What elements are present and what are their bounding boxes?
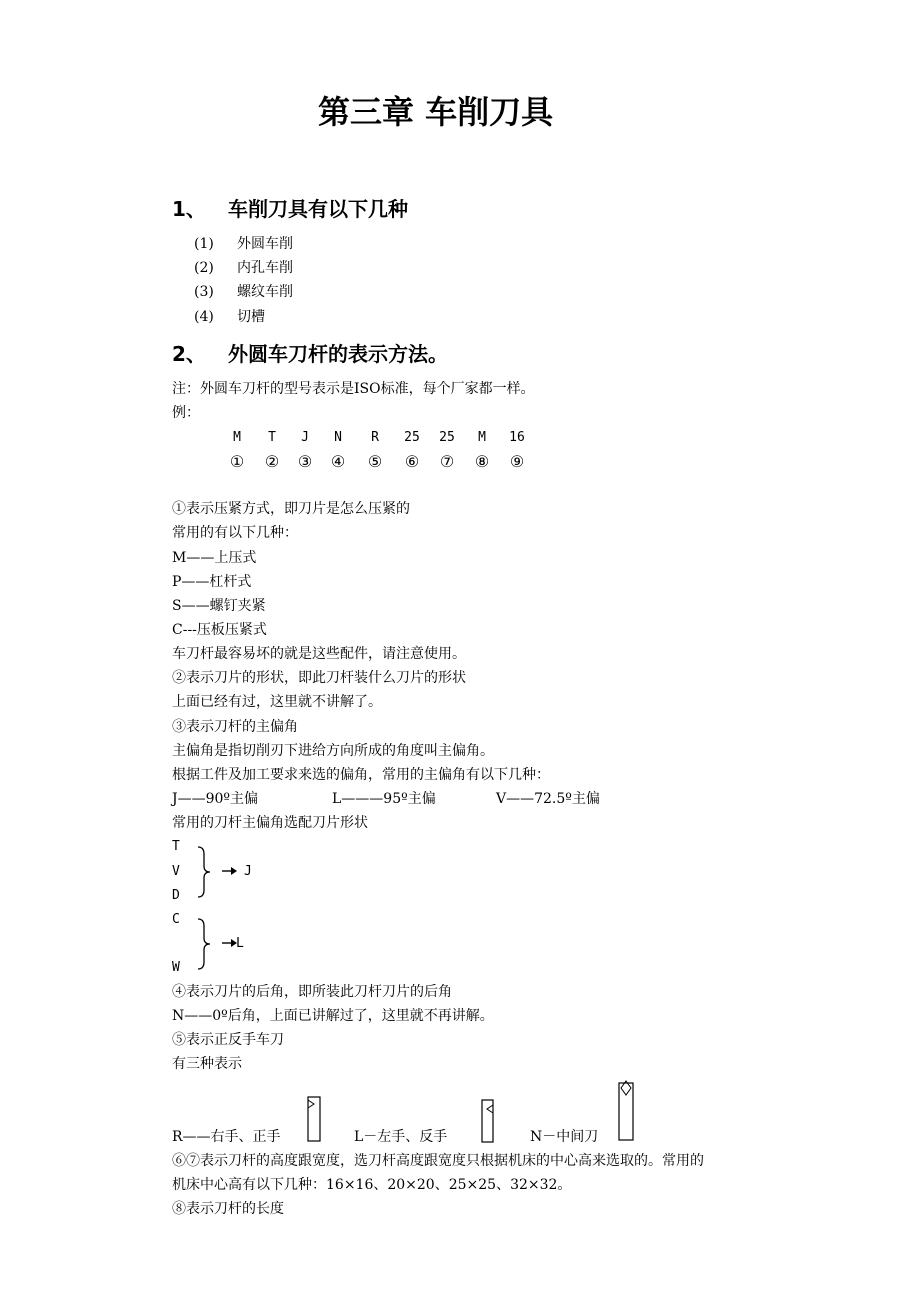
list-item-number: (2)	[194, 260, 214, 276]
group-target: J	[244, 864, 252, 879]
arrow-right-icon	[222, 866, 238, 876]
angle-option-v: V——72.5º主偏	[496, 791, 600, 807]
list-item-number: (1)	[194, 236, 214, 252]
code-letter: T	[268, 430, 276, 445]
code-letter: 25	[439, 430, 455, 445]
body-line: 主偏角是指切削刃下进给方向所成的角度叫主偏角。	[172, 743, 494, 759]
body-line: ②表示刀片的形状，即此刀杆装什么刀片的形状	[172, 670, 466, 686]
angle-option-j: J——90º主偏	[172, 791, 259, 807]
list-item: 切槽	[237, 309, 265, 325]
section-1-number: 1、	[172, 197, 206, 221]
body-line: ⑥⑦表示刀杆的高度跟宽度，选刀杆高度跟宽度只根据机床的中心高来选取的。常用的	[172, 1153, 704, 1169]
group-letter: W	[172, 960, 180, 975]
code-letter: M	[478, 430, 486, 445]
body-line: N——0º后角，上面已讲解过了，这里就不再讲解。	[172, 1008, 494, 1024]
code-circle-number: ⑤	[367, 452, 383, 471]
section-2-heading: 外圆车刀杆的表示方法。	[228, 342, 448, 366]
body-line: 机床中心高有以下几种：16×16、20×20、25×25、32×32。	[172, 1177, 572, 1193]
body-line: 常用的有以下几种：	[172, 525, 298, 541]
body-line: 根据工件及加工要求来选的偏角，常用的主偏角有以下几种：	[172, 767, 550, 783]
body-line: 上面已经有过，这里就不讲解了。	[172, 694, 382, 710]
code-letter: J	[301, 430, 309, 445]
body-line: ⑤表示正反手车刀	[172, 1032, 284, 1048]
body-line: P——杠杆式	[172, 574, 252, 590]
body-line: 车刀杆最容易坏的就是这些配件，请注意使用。	[172, 646, 466, 662]
group-target: L	[236, 936, 244, 951]
shape-match-label: 常用的刀杆主偏角选配刀片形状	[172, 815, 368, 831]
code-letter: M	[233, 430, 241, 445]
code-circle-number: ⑦	[439, 452, 455, 471]
code-circle-number: ②	[264, 452, 280, 471]
section-2-number: 2、	[172, 342, 206, 366]
group-letter: C	[172, 912, 180, 927]
hand-neutral-label: N－中间刀	[530, 1129, 599, 1145]
list-item: 螺纹车削	[237, 284, 293, 300]
group-letter: V	[172, 864, 180, 879]
code-letter: 16	[509, 430, 525, 445]
angle-option-l: L———95º主偏	[332, 791, 436, 807]
right-brace-icon	[196, 918, 212, 970]
right-hand-tool-icon	[305, 1096, 323, 1142]
note-text: 注：外圆车刀杆的型号表示是ISO标准，每个厂家都一样。	[172, 381, 535, 397]
list-item-number: (4)	[194, 309, 214, 325]
list-item: 内孔车削	[237, 260, 293, 276]
left-hand-tool-icon	[480, 1099, 496, 1143]
neutral-tool-icon	[616, 1080, 636, 1142]
group-letter: T	[172, 839, 180, 854]
body-line: M——上压式	[172, 550, 257, 566]
list-item: 外圆车削	[237, 236, 293, 252]
list-item-number: (3)	[194, 284, 214, 300]
code-letter: 25	[404, 430, 420, 445]
code-circle-number: ④	[330, 452, 346, 471]
body-line: ①表示压紧方式，即刀片是怎么压紧的	[172, 501, 410, 517]
body-line: 有三种表示	[172, 1056, 242, 1072]
code-circle-number: ⑨	[509, 452, 525, 471]
hand-left-label: L－左手、反手	[354, 1129, 448, 1145]
code-circle-number: ⑧	[474, 452, 490, 471]
hand-right-label: R——右手、正手	[172, 1129, 281, 1145]
code-circle-number: ①	[229, 452, 245, 471]
body-line: ③表示刀杆的主偏角	[172, 719, 298, 735]
code-circle-number: ⑥	[404, 452, 420, 471]
code-circle-number: ③	[297, 452, 313, 471]
body-line: ④表示刀片的后角，即所装此刀杆刀片的后角	[172, 984, 452, 1000]
body-line: C---压板压紧式	[172, 622, 267, 638]
code-letter: N	[334, 430, 342, 445]
example-label: 例：	[172, 405, 200, 421]
page-title: 第三章 车削刀具	[318, 93, 554, 131]
right-brace-icon	[196, 846, 212, 898]
group-letter: D	[172, 888, 180, 903]
section-1-heading: 车削刀具有以下几种	[228, 197, 408, 221]
body-line: ⑧表示刀杆的长度	[172, 1201, 284, 1217]
code-letter: R	[371, 430, 379, 445]
body-line: S——螺钉夹紧	[172, 598, 266, 614]
